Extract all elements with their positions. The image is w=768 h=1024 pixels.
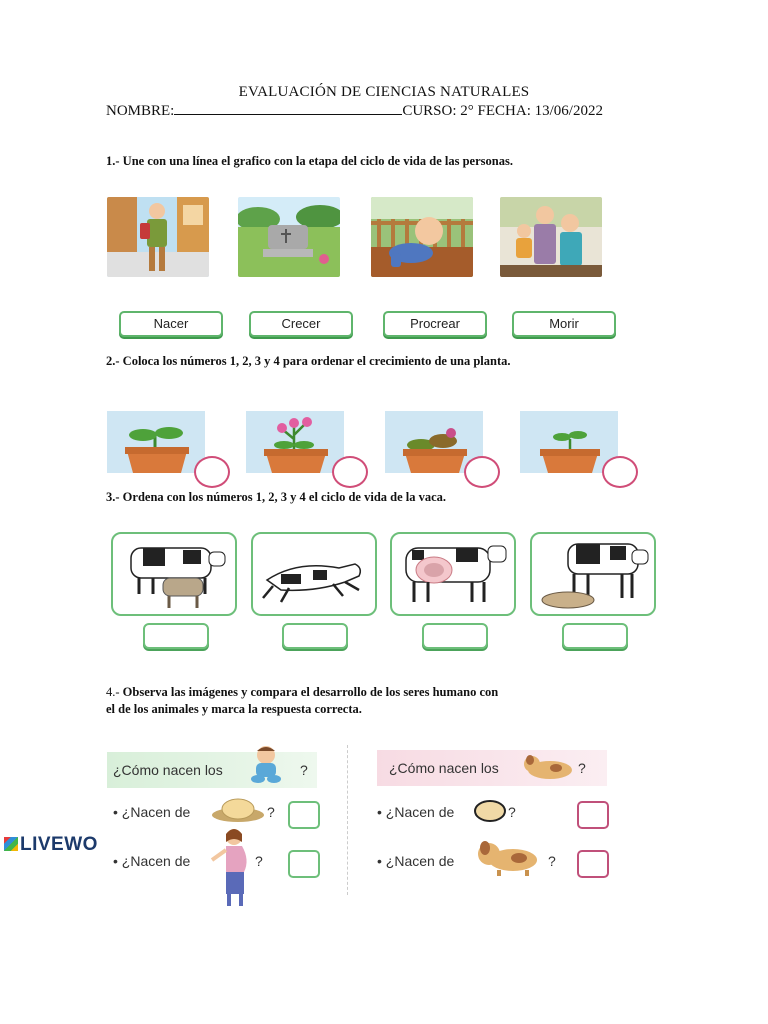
page-title: EVALUACIÓN DE CIENCIAS NATURALES bbox=[238, 84, 530, 100]
question-4-number: 4.- bbox=[106, 685, 120, 699]
human-mother-question: • ¿Nacen de bbox=[113, 853, 191, 869]
picture-cow-with-calf bbox=[111, 532, 237, 616]
answer-circle-plant-3[interactable] bbox=[464, 456, 500, 488]
question-3-text: Ordena con los números 1, 2, 3 y 4 el ciclo de vida de la vaca. bbox=[122, 490, 447, 504]
baby-icon bbox=[248, 745, 284, 790]
human-egg-question: • ¿Nacen de bbox=[113, 804, 191, 820]
animal-mother-question-mark: ? bbox=[548, 853, 556, 869]
question-4-line-1 bbox=[106, 684, 498, 701]
human-egg-question-mark: ? bbox=[267, 804, 275, 820]
question-1-number: 1.- bbox=[106, 154, 120, 168]
human-mother-question-mark: ? bbox=[255, 853, 263, 869]
human-question-text: ¿Cómo nacen los bbox=[113, 762, 223, 778]
question-3-number: 3.- bbox=[106, 490, 120, 504]
human-egg-checkbox[interactable] bbox=[288, 801, 320, 829]
picture-family bbox=[500, 197, 602, 277]
animal-egg-question-mark: ? bbox=[508, 804, 516, 820]
picture-plant-sprout bbox=[107, 411, 205, 473]
picture-calf-running bbox=[251, 532, 377, 616]
picture-cemetery bbox=[238, 197, 340, 277]
picture-child-school bbox=[107, 197, 209, 277]
picture-cow-with-newborn bbox=[530, 532, 656, 616]
picture-baby-crawling bbox=[371, 197, 473, 277]
nest-egg-icon bbox=[210, 798, 266, 829]
egg-icon bbox=[473, 799, 507, 828]
pregnant-woman-icon bbox=[208, 828, 252, 915]
picture-plant-flowering bbox=[246, 411, 344, 473]
animal-egg-checkbox[interactable] bbox=[577, 801, 609, 829]
name-course-line bbox=[106, 101, 603, 120]
question-1-text: Une con una línea el grafico con la etapa del ciclo de vida de las personas. bbox=[122, 154, 513, 168]
livewo-logo-icon bbox=[4, 837, 18, 851]
question-1 bbox=[106, 154, 513, 169]
stage-morir-button[interactable]: Morir bbox=[512, 311, 616, 337]
nombre-label: NOMBRE: bbox=[106, 103, 175, 119]
answer-circle-plant-1[interactable] bbox=[194, 456, 230, 488]
animal-question-text: ¿Cómo nacen los bbox=[389, 760, 499, 776]
question-2-text: Coloca los números 1, 2, 3 y 4 para ordenar el crecimiento de una planta. bbox=[122, 354, 511, 368]
answer-circle-plant-4[interactable] bbox=[602, 456, 638, 488]
stage-crecer-button[interactable]: Crecer bbox=[249, 311, 353, 337]
answer-box-cow-4[interactable] bbox=[562, 623, 628, 649]
animal-mother-question: • ¿Nacen de bbox=[377, 853, 455, 869]
puppy-icon bbox=[520, 752, 578, 787]
question-2-number: 2.- bbox=[106, 354, 120, 368]
animal-egg-question: • ¿Nacen de bbox=[377, 804, 455, 820]
section-divider bbox=[347, 745, 348, 895]
animal-mother-checkbox[interactable] bbox=[577, 850, 609, 878]
stage-procrear-button[interactable]: Procrear bbox=[383, 311, 487, 337]
dog-icon bbox=[471, 840, 543, 883]
answer-box-cow-1[interactable] bbox=[143, 623, 209, 649]
question-4-text-1: Observa las imágenes y compara el desarrollo de los seres humano con bbox=[122, 685, 499, 699]
human-mother-checkbox[interactable] bbox=[288, 850, 320, 878]
curso-fecha: CURSO: 2° FECHA: 13/06/2022 bbox=[402, 103, 603, 119]
answer-circle-plant-2[interactable] bbox=[332, 456, 368, 488]
answer-box-cow-3[interactable] bbox=[422, 623, 488, 649]
question-3 bbox=[106, 490, 446, 505]
picture-pregnant-cow bbox=[390, 532, 516, 616]
question-4-line-2: el de los animales y marca la respuesta correcta. bbox=[106, 702, 362, 716]
stage-nacer-button[interactable]: Nacer bbox=[119, 311, 223, 337]
livewo-logo-text: LIVEWO bbox=[20, 834, 98, 855]
human-question-mark: ? bbox=[300, 762, 308, 778]
animal-question-mark: ? bbox=[578, 760, 586, 776]
livewo-logo bbox=[4, 834, 106, 856]
answer-box-cow-2[interactable] bbox=[282, 623, 348, 649]
question-4 bbox=[106, 684, 498, 718]
nombre-blank bbox=[174, 101, 402, 115]
question-2 bbox=[106, 354, 511, 369]
